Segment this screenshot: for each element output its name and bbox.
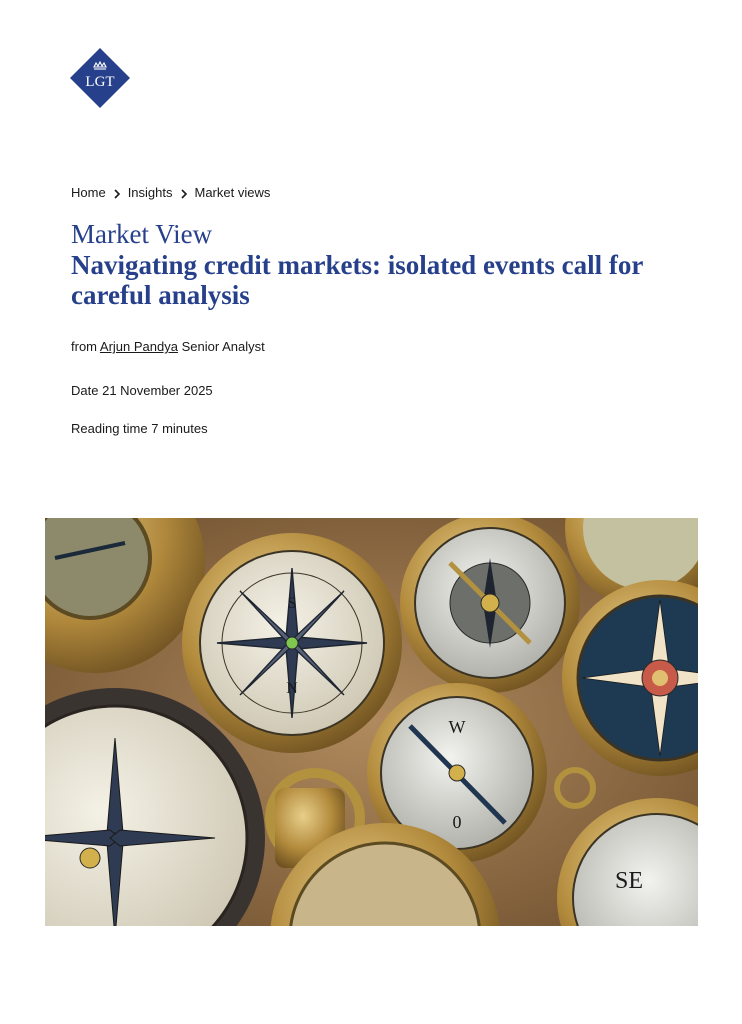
breadcrumb-home[interactable]: Home [71, 185, 106, 200]
reading-time-label: Reading time [71, 421, 148, 436]
author-line [71, 339, 265, 354]
svg-text:S: S [287, 595, 297, 612]
author-prefix: from [71, 339, 97, 354]
svg-text:W: W [448, 717, 466, 737]
logo-text: LGT [85, 74, 115, 90]
chevron-right-icon [106, 185, 128, 200]
breadcrumb-insights[interactable]: Insights [127, 185, 173, 200]
reading-time-value: 7 minutes [151, 421, 208, 436]
svg-text:SE: SE [615, 868, 644, 894]
hero-image [45, 518, 698, 926]
date-label: Date [71, 383, 99, 398]
article-title: Navigating credit markets: isolated events call for careful analysis [71, 250, 643, 310]
reading-time-line [71, 421, 208, 436]
author-link[interactable]: Arjun Pandya [99, 339, 178, 354]
author-role: Senior Analyst [181, 339, 265, 354]
breadcrumb [71, 185, 270, 200]
svg-text:0: 0 [452, 812, 462, 832]
compasses-illustration [45, 518, 698, 926]
svg-text:N: N [286, 680, 298, 697]
chevron-right-icon [173, 185, 195, 200]
lgt-logo[interactable] [70, 48, 130, 108]
article-kicker: Market View [71, 219, 213, 249]
date-line [71, 383, 213, 398]
breadcrumb-market-views[interactable]: Market views [194, 185, 271, 200]
date-value: 21 November 2025 [102, 383, 213, 398]
lgt-logo-icon [70, 48, 130, 108]
